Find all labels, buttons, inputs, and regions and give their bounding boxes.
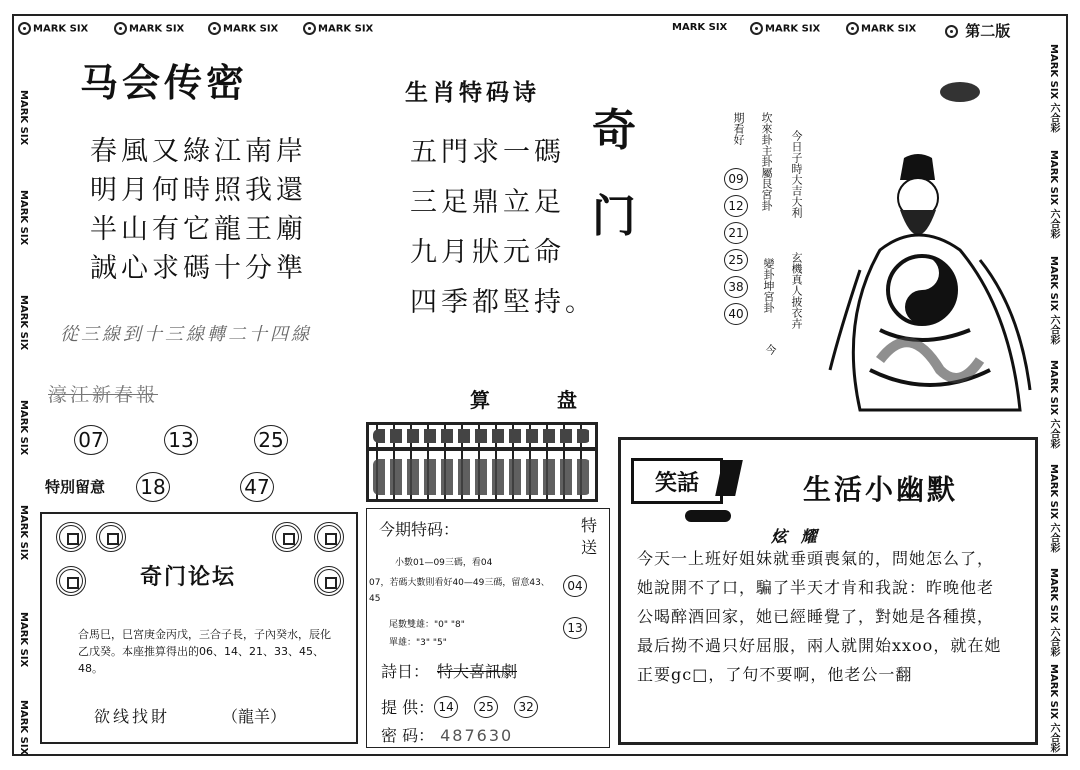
forum-text: 合馬巳，巳宮庚金丙戊，三合子長，子內癸水，辰化乙戊癸。本座推算得出的06、14、21、33、45、48。 — [78, 628, 331, 675]
qimen-title: 奇门 — [592, 105, 636, 242]
fortune-number-ball: 25 — [724, 249, 748, 271]
send-number-ball: 13 — [563, 617, 587, 639]
special-label: 特別留意 — [45, 478, 106, 496]
watermark-top-6: MARK SIX — [750, 22, 820, 35]
fortune-text-5: 今 — [764, 344, 777, 355]
left-poem-line: 誠心求碼十分準 — [90, 253, 307, 284]
provide-row — [381, 695, 538, 718]
provide-number-ball: 25 — [474, 696, 498, 718]
watermark-right-2: MARK SIX 六合彩 — [1048, 150, 1059, 239]
shengxiao-poem — [410, 128, 596, 328]
watermark-top-7: MARK SIX — [846, 22, 916, 35]
special-code-box — [366, 508, 610, 748]
code-text-4: 單雄："3" "5" — [389, 638, 447, 648]
special-code-title: 今期特码： — [379, 520, 460, 539]
watermark-right-3: MARK SIX 六合彩 — [1048, 256, 1059, 345]
sage-illustration — [820, 70, 1036, 420]
coin-icon — [56, 522, 86, 552]
watermark-left-3: MARK SIX — [18, 295, 29, 351]
flower-icon — [208, 22, 221, 35]
fortune-number-ball: 38 — [724, 276, 748, 298]
watermark-left-2: MARK SIX — [18, 190, 29, 246]
watermark-left-7: MARK SIX — [18, 700, 29, 756]
code-text-3: 尾數雙雄："0" "8" — [389, 620, 465, 630]
number-ball: 18 — [136, 472, 170, 502]
flower-icon — [303, 22, 316, 35]
code-text-2: 07，若碼大數則看好40—49三碼，留意43、45 — [369, 578, 550, 604]
left-poem-line: 半山有它龍王廟 — [90, 214, 307, 245]
shengxiao-poem-line: 九月狀元命 — [410, 237, 565, 268]
code-value: 487630 — [440, 726, 514, 745]
fortune-number-ball: 40 — [724, 303, 748, 325]
forum-footer-2: （龍羊） — [222, 707, 287, 726]
poem-day-label: 詩日： — [381, 662, 430, 681]
send-number-ball: 04 — [563, 575, 587, 597]
provide-label: 提 供： — [381, 698, 435, 717]
joke-title: 炫 耀 — [771, 527, 821, 546]
shengxiao-poem-line: 四季都堅持。 — [410, 287, 596, 318]
watermark-top-3: MARK SIX — [208, 22, 278, 35]
watermark-top-1: MARK SIX — [18, 22, 88, 35]
forum-footer: 欲线找財 — [94, 707, 171, 726]
number-ball: 13 — [164, 425, 198, 455]
abacus-title: 算 盘 — [470, 388, 607, 412]
watermark-right-7: MARK SIX 六合彩 — [1048, 664, 1059, 753]
flower-icon — [750, 22, 763, 35]
watermark-right-1: MARK SIX 六合彩 — [1048, 44, 1059, 133]
fortune-number-ball: 09 — [724, 168, 748, 190]
poem-day-value: 特大喜訊劇 — [437, 662, 518, 681]
flower-icon — [18, 22, 31, 35]
humor-badge: 笑話 — [631, 458, 723, 504]
shengxiao-poem-line: 五門求一碼 — [410, 137, 565, 168]
spring-title: 濠江新春報 — [48, 384, 159, 406]
joke-text: 今天一上班好姐妹就垂頭喪氣的，問她怎么了，她說開不了口，騙了半天才肯和我說：昨晚他老公喝醉酒回家，她已經睡覺了，對她是各種摸，最后拗不過只好屈服，兩人就開始xxoo，就在她正要gc□，了句不要啊，他老公一翻 — [637, 549, 1002, 684]
fortune-text-4: 玄機真人披衣卉 — [790, 252, 803, 329]
special-numbers — [136, 472, 274, 502]
watermark-top-4: MARK SIX — [303, 22, 373, 35]
watermark-right-4: MARK SIX 六合彩 — [1048, 360, 1059, 449]
provide-number-ball: 14 — [434, 696, 458, 718]
watermark-left-4: MARK SIX — [18, 400, 29, 456]
watermark-top-2: MARK SIX — [114, 22, 184, 35]
watermark-left-1: MARK SIX — [18, 90, 29, 146]
watermark-right-6: MARK SIX 六合彩 — [1048, 568, 1059, 657]
fortune-text-1: 今日子時大吉大利 — [790, 130, 803, 218]
coin-icon — [96, 522, 126, 552]
special-send: 特送 — [581, 516, 598, 557]
coin-icon — [314, 566, 344, 596]
coin-icon — [272, 522, 302, 552]
flower-icon — [846, 22, 859, 35]
shengxiao-poem-line: 三足鼎立足 — [410, 187, 565, 218]
number-ball: 07 — [74, 425, 108, 455]
code-label: 密 码： — [381, 726, 435, 745]
watermark-left-6: MARK SIX — [18, 612, 29, 668]
abacus-image — [366, 422, 598, 502]
page-label: 第二版 — [945, 20, 1010, 41]
number-ball: 47 — [240, 472, 274, 502]
fortune-text-2: 坎來卦主卦屬艮宮卦 — [760, 112, 773, 211]
forum-box — [40, 512, 358, 744]
left-poem-line: 明月何時照我還 — [90, 175, 307, 206]
mouse-icon — [940, 82, 980, 102]
spring-numbers — [74, 425, 288, 455]
humor-title: 生活小幽默 — [803, 473, 959, 506]
fortune-number-ball: 12 — [724, 195, 748, 217]
fortune-text-3: 變卦坤宮卦 — [762, 258, 775, 313]
poem-day — [381, 659, 517, 682]
humor-box — [618, 437, 1038, 745]
left-poem — [90, 132, 307, 288]
forum-title: 奇门论坛 — [140, 565, 237, 590]
watermark-right-5: MARK SIX 六合彩 — [1048, 464, 1059, 553]
left-poem-line: 春風又綠江南岸 — [90, 136, 307, 167]
shengxiao-title: 生肖特码诗 — [405, 80, 540, 106]
fortune-numbers — [724, 168, 748, 325]
coin-icon — [56, 566, 86, 596]
watermark-left-5: MARK SIX — [18, 505, 29, 561]
provide-number-ball: 32 — [514, 696, 538, 718]
fortune-number-ball: 21 — [724, 222, 748, 244]
left-vertical-note: 從三線到十三線轉二十四線 — [60, 324, 312, 345]
coin-icon — [314, 522, 344, 552]
number-ball: 25 — [254, 425, 288, 455]
decor-mark — [685, 510, 731, 522]
left-title: 马会传密 — [80, 61, 249, 105]
watermark-top-5: MARK SIX — [672, 22, 728, 33]
code-row — [381, 723, 513, 746]
code-text-1: 小數01—09三碼，看04 — [395, 558, 493, 568]
flower-icon — [114, 22, 127, 35]
flower-icon — [945, 25, 958, 38]
fortune-text-6: 期看好 — [732, 112, 745, 145]
